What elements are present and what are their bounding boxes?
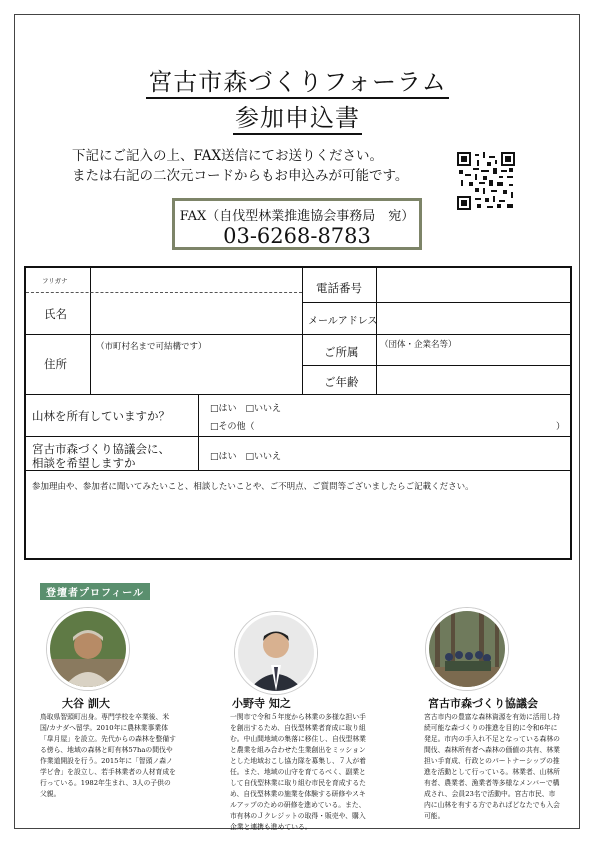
speaker-photo-onodera (235, 612, 317, 694)
phone-label: 電話番号 (316, 281, 362, 295)
age-field[interactable] (376, 365, 572, 394)
email-field[interactable] (376, 302, 572, 334)
address-label: 住所 (44, 357, 67, 371)
divider (302, 268, 303, 394)
application-form (24, 266, 572, 560)
title-line2: 参加申込書 (233, 104, 362, 135)
speaker-name-council: 宮古市森づくり協議会 (428, 697, 538, 710)
intro-line2: または右記の二次元コードからもお申込みが可能です。 (72, 168, 409, 184)
other-close-paren: ） (556, 422, 566, 432)
forest-ownership-other[interactable]: □その他（ (210, 422, 255, 432)
phone-field[interactable] (376, 268, 572, 302)
forest-ownership-question: 山林を所有していますか？ (32, 409, 170, 423)
speaker-bio-onodera: 一関市で令和５年度から林業の多様な担い手を創出するため、自伐型林業者育成に取り組む。中山間地域の集落に移住し、自伐型林業と農業を組み合わせた生業創出をミッションとした地域おこし協力隊を募集し、７人が着任。また、地域の山守を育てるべく、副業として自伐型林業に取り組む市民を育成するため、自伐型林業の施業を体験する研修やスキルアップのための研修を進めている。また、市有林のＪクレジットの取得・販売や、購入企業と連携も進めている。 (230, 713, 366, 831)
page-title (0, 62, 595, 97)
speaker-bio-council: 宮古市内の豊富な森林資源を有効に活用し持続可能な森づくりの推進を目的に令和6年に発足。市内の手入れ不足となっている森林の間伐、森林所有者へ森林の価値の共有、林業担い手育成、行政とのパートナーシップの推進を活動として行っている。林業者、山林所有者、農業者、漁業者等多様なメンバーで構成され、会員23名で活動中。宮古市民、市内に山林を有する方であればどなたでも入会可能。 (424, 713, 560, 820)
consultation-question-line1: 宮古市森づくり協議会に、 (32, 442, 170, 456)
consultation-yes-no[interactable]: □はい □いいえ (210, 452, 282, 462)
intro-line1: 下記にご記入の上、FAX送信にてお送りください。 (72, 148, 384, 164)
age-label: ご年齢 (324, 375, 359, 389)
intro-text (72, 146, 408, 186)
divider (26, 436, 572, 437)
group-photo-council (426, 608, 508, 690)
fax-label: FAX（自伐型林業推進協会事務局 宛） (179, 209, 415, 224)
address-note: （市町村名まで可結構です） (96, 342, 207, 352)
speaker-name-onodera: 小野寺 知之 (232, 697, 291, 710)
speaker-bio-ohtani: 鳥取県智頭町出身。専門学校を卒業後、米国/カナダへ留学。2010年に農林業事業体「皐月屋」を設立。先代からの森林を整備する傍ら、地域の森林と町有林57haの間伐や作業道開設を行う。2015年に「智頭ノ森ノ学ビ舎」を設立し、若手林業者の人材育成を行っている。1982年生まれ、3人の子供の父親。 (40, 713, 176, 798)
address-field[interactable] (90, 334, 302, 394)
affiliation-note: （団体・企業名等） (380, 340, 457, 350)
name-field[interactable] (90, 293, 302, 334)
name-label: 氏名 (44, 307, 67, 321)
comments-field[interactable] (26, 492, 572, 558)
speaker-photo-ohtani (47, 608, 129, 690)
consultation-question-line2: 相談を希望しますか (32, 456, 136, 470)
fax-number[interactable]: 03-6268-8783 (223, 224, 371, 248)
furigana-label: フリガナ (42, 277, 68, 285)
page-subtitle (0, 98, 595, 133)
speaker-name-ohtani: 大谷 訓大 (62, 697, 110, 710)
forest-ownership-yes-no[interactable]: □はい □いいえ (210, 404, 282, 414)
furigana-field[interactable] (90, 268, 302, 292)
affiliation-label: ご所属 (324, 345, 359, 359)
divider (198, 394, 199, 470)
email-label: メールアドレス (308, 316, 378, 327)
title-line1: 宮古市森づくりフォーラム (146, 68, 449, 99)
divider (26, 394, 572, 395)
qr-code-icon[interactable] (457, 152, 515, 210)
speakers-section-tag: 登壇者プロフィール (40, 583, 150, 600)
affiliation-field[interactable] (376, 334, 572, 365)
comments-prompt: 参加理由や、参加者に聞いてみたいこと、相談したいことや、ご不明点、ご質問等ございましたらご記載ください。 (32, 482, 474, 492)
fax-box (172, 198, 422, 250)
